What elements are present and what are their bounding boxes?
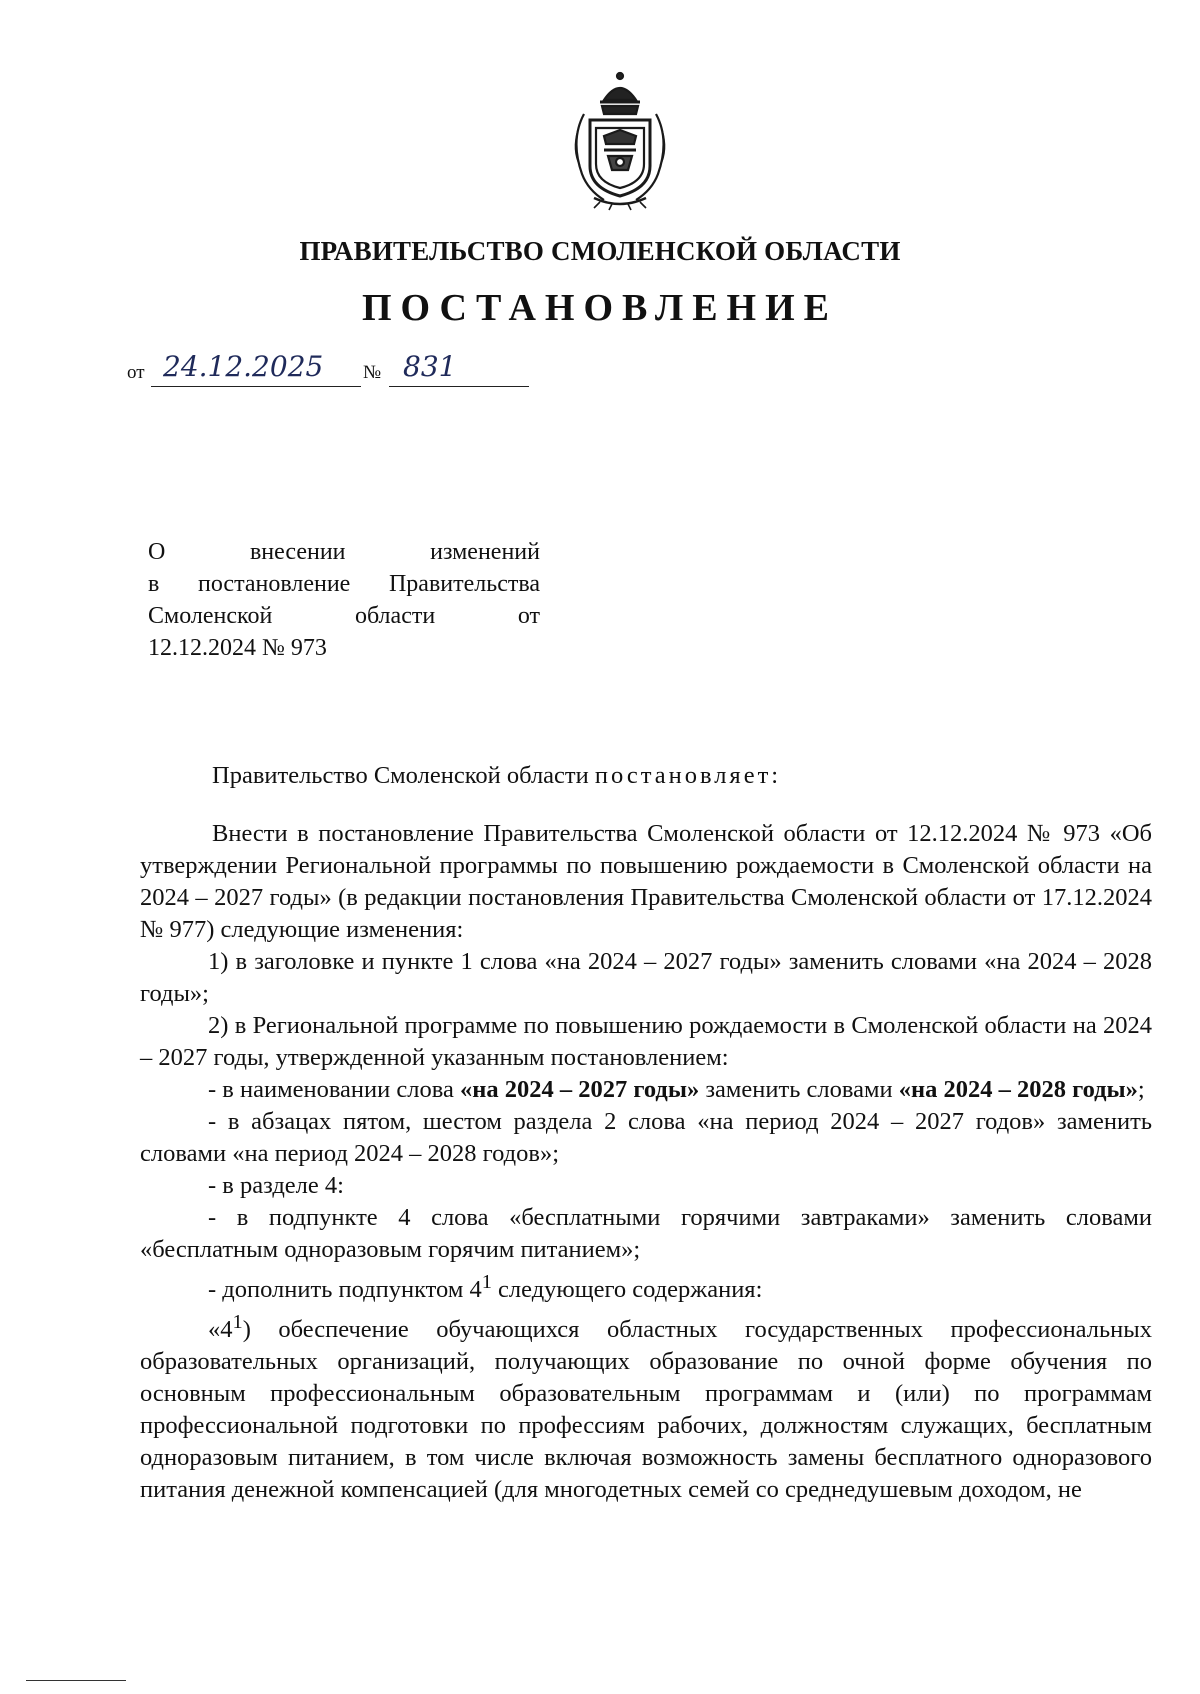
number-prefix: №	[363, 362, 382, 383]
coat-of-arms-icon	[564, 70, 676, 212]
bullet-section-2: - в абзацах пятом, шестом раздела 2 слова «на период 2024 – 2027 годов» заменить словами «на период 2024 – 2028 годов»;	[140, 1108, 1152, 1167]
bullet-name-change: - в наименовании слова «на 2024 – 2027 годы» заменить словами «на 2024 – 2028 годы»;	[208, 1076, 1145, 1103]
government-name: ПРАВИТЕЛЬСТВО СМОЛЕНСКОЙ ОБЛАСТИ	[299, 236, 901, 266]
item-1: 1) в заголовке и пункте 1 слова «на 2024 – 2027 годы» заменить словами «на 2024 – 2028 годы»;	[140, 948, 1152, 1007]
subject-line: О внесении изменений	[148, 539, 540, 565]
handwritten-number: 831	[403, 350, 457, 383]
subject-block	[148, 536, 540, 664]
subject-line: в постановление Правительства	[148, 571, 540, 597]
footer-rule	[26, 1680, 126, 1681]
bullet-section-4: - в разделе 4:	[208, 1172, 344, 1199]
date-number-line	[127, 350, 547, 396]
document-body	[140, 760, 1152, 1506]
resolution-lead: Правительство Смоленской области постановляет:	[212, 762, 782, 789]
quoted-subitem: «$4^1$) обеспечение обучающихся областных государственных профессиональных образовательных организаций, получающих образование по очной форме обучения по основным профессиональным образовательным программам и (или) по программам профессиональной подготовки по профессиям рабочих, должностям служащих, бесплатным одноразовым питанием, в том числе включая возможность замены бесплатного одноразового питания денежной компенсацией (для многодетных семей со среднедушевым доходом, не	[140, 1311, 1152, 1504]
date-prefix: от	[127, 362, 145, 383]
document-type-title: ПОСТАНОВЛЕНИЕ	[361, 287, 839, 329]
item-2: 2) в Региональной программе по повышению рождаемости в Смоленской области на 2024 – 2027 годы, утвержденной указанным постановлением:	[140, 1012, 1152, 1071]
paragraph-main: Внести в постановление Правительства Смоленской области от 12.12.2024 № 973 «Об утверждении Региональной программы по повышению рождаемости в Смоленской области на 2024 – 2027 годы» (в редакции постановления Правительства Смоленской области от 17.12.2024 № 977) следующие изменения:	[140, 820, 1152, 943]
bullet-add-subitem: - дополнить подпунктом $4^1$ следующего содержания:	[208, 1271, 763, 1304]
bullet-subitem-4: - в подпункте 4 слова «бесплатными горячими завтраками» заменить словами «бесплатным одноразовым горячим питанием»;	[140, 1204, 1152, 1263]
subject-line: Смоленской области от	[148, 603, 540, 629]
handwritten-date: 24.12.2025	[163, 350, 324, 383]
subject-line: 12.12.2024 № 973	[148, 635, 327, 661]
